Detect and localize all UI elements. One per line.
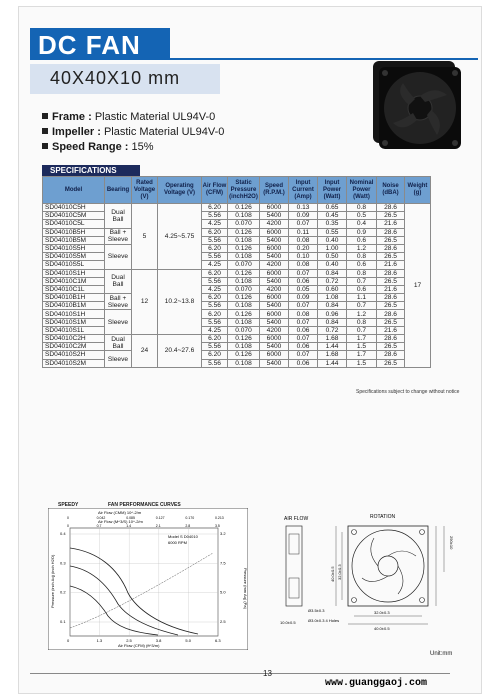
table-cell: 1.68 (318, 335, 347, 343)
table-cell: 0.10 (289, 253, 318, 261)
table-cell: 0.108 (228, 318, 260, 326)
table-cell: 0.96 (318, 310, 347, 318)
table-row (43, 228, 431, 236)
front-view-frame (348, 526, 428, 606)
table-cell: 0.6 (347, 236, 377, 244)
spec-list (42, 110, 224, 155)
table-cell: Sleeve (105, 351, 132, 367)
table-cell: 0.07 (289, 351, 318, 359)
top-tick-label: 2.8 (185, 524, 191, 528)
x-tick-label: 1.3 (96, 638, 103, 643)
table-cell: 24 (132, 335, 158, 368)
table-row (43, 351, 431, 359)
table-cell: 0.40 (318, 236, 347, 244)
column-header: Input Power (Watt) (318, 177, 347, 204)
table-cell: 5.56 (202, 236, 228, 244)
top-tick-label: 2.1 (155, 524, 161, 528)
table-cell: 4.25 (202, 261, 228, 269)
table-cell: 1.7 (347, 335, 377, 343)
side-view-slot (289, 534, 299, 554)
blade (371, 538, 378, 566)
table-cell: 0.126 (228, 351, 260, 359)
table-cell: 5.56 (202, 212, 228, 220)
table-cell: 28.6 (377, 335, 405, 343)
table-cell: SD04010B1M (43, 302, 105, 310)
table-cell: SD04010B5M (43, 236, 105, 244)
table-cell: 0.108 (228, 253, 260, 261)
table-cell: 6.20 (202, 335, 228, 343)
dim-40-horizontal: 40.0±0.5 (374, 626, 390, 631)
table-cell: 21.6 (377, 285, 405, 293)
table-cell: 1.1 (347, 294, 377, 302)
top-tick-label: 0.042 (96, 516, 106, 520)
table-cell: 5400 (260, 236, 289, 244)
table-cell: Sleeve (105, 244, 132, 269)
table-cell: SD04010C2H (43, 335, 105, 343)
table-cell: SD04010S2H (43, 351, 105, 359)
table-cell: 0.108 (228, 212, 260, 220)
top-axis-label-2: Air Flow (M^3/S) 10^-2/m (98, 519, 143, 524)
hub-circle (378, 556, 398, 576)
curve-title: FAN PERFORMANCE CURVES (108, 502, 181, 508)
table-cell: 5400 (260, 359, 289, 367)
table-cell: 6.20 (202, 269, 228, 277)
table-row (43, 285, 431, 293)
y-axis-label-left: Pressure (inch Aq) (inch H2O) (50, 554, 55, 608)
rotation-label: ROTATION (370, 514, 396, 520)
table-cell: 6000 (260, 310, 289, 318)
y-tick-label-right: 3.2 (220, 531, 226, 536)
air-flow-label: AIR FLOW (284, 516, 309, 522)
table-cell: 5400 (260, 302, 289, 310)
x-tick-label: 5.0 (185, 638, 191, 643)
table-cell: 1.2 (347, 244, 377, 252)
unit-label: Unit:mm (430, 651, 453, 657)
front-view-ring (352, 530, 424, 602)
dim-holes: Ø3.0±0.3 4 Holes (308, 618, 340, 623)
table-cell: SD04010C5L (43, 220, 105, 228)
table-cell: 5.56 (202, 318, 228, 326)
column-header: Nominal Power (Watt) (347, 177, 377, 204)
top-tick-label: 0.127 (155, 516, 165, 520)
table-cell: 0.9 (347, 228, 377, 236)
table-row (43, 335, 431, 343)
column-header: Noise (dBA) (377, 177, 405, 204)
table-cell: 0.08 (289, 310, 318, 318)
table-row (43, 277, 431, 285)
table-cell: 0.05 (289, 285, 318, 293)
table-cell: 1.68 (318, 351, 347, 359)
table-cell: 5.56 (202, 253, 228, 261)
footer-rule (30, 673, 450, 674)
table-cell: 5400 (260, 212, 289, 220)
table-cell: SD04010C5M (43, 212, 105, 220)
table-cell: 0.09 (289, 294, 318, 302)
table-cell: 26.5 (377, 277, 405, 285)
table-cell: 5.56 (202, 302, 228, 310)
table-cell: 26.5 (377, 318, 405, 326)
size-box (30, 64, 220, 94)
table-cell: 26.5 (377, 212, 405, 220)
table-cell: SD04010S2M (43, 359, 105, 367)
table-cell: SD04010S5H (43, 244, 105, 252)
spec-note: Specifications subject to change without notice (356, 389, 460, 395)
x-tick-label: 6.3 (215, 638, 221, 643)
specifications-heading: SPECIFICATIONS (42, 165, 140, 176)
table-cell: 0.8 (347, 318, 377, 326)
table-cell: 1.00 (318, 244, 347, 252)
table-cell: 4.25 (202, 285, 228, 293)
table-row (43, 253, 431, 261)
table-cell: 28.6 (377, 269, 405, 277)
table-cell: 6000 (260, 204, 289, 212)
table-cell: 6.20 (202, 294, 228, 302)
table-cell: 6.20 (202, 244, 228, 252)
table-cell: 6000 (260, 244, 289, 252)
table-cell: 0.06 (289, 343, 318, 351)
table-cell: SD04010S1H (43, 310, 105, 318)
table-cell: 0.07 (289, 318, 318, 326)
table-cell: 5400 (260, 343, 289, 351)
column-header: Weight (g) (405, 177, 431, 204)
top-tick-label: 0.213 (215, 516, 224, 520)
table-cell: 0.6 (347, 261, 377, 269)
table-cell: 6.20 (202, 310, 228, 318)
table-cell: SD04010C1M (43, 277, 105, 285)
table-cell: Sleeve (105, 310, 132, 335)
table-cell: 6000 (260, 351, 289, 359)
y-tick-label-right: 7.5 (220, 560, 226, 566)
column-header: Static Pressure (inchH2O) (228, 177, 260, 204)
table-cell: 21.6 (377, 220, 405, 228)
table-cell: 0.126 (228, 294, 260, 302)
table-cell: 4200 (260, 261, 289, 269)
table-cell: 1.44 (318, 359, 347, 367)
page-title: DC FAN (38, 30, 141, 60)
table-cell: 0.126 (228, 335, 260, 343)
table-cell: 0.7 (347, 302, 377, 310)
table-cell: 0.6 (347, 285, 377, 293)
top-tick-label: 0.170 (185, 516, 195, 520)
table-cell: 0.35 (318, 220, 347, 228)
top-tick-label: 0 (67, 516, 69, 520)
mount-hole (352, 530, 357, 535)
table-cell: 21.6 (377, 261, 405, 269)
spec-frame: Frame : Plastic Material UL94V-0 (42, 110, 224, 125)
table-cell: 0.11 (289, 228, 318, 236)
table-cell: 0.070 (228, 285, 260, 293)
side-view-slot (289, 578, 299, 598)
table-cell: 0.126 (228, 310, 260, 318)
side-view (286, 526, 302, 606)
table-cell: 28.6 (377, 228, 405, 236)
y-tick-label-right: 5.0 (220, 589, 226, 595)
table-row (43, 261, 431, 269)
table-cell: 0.07 (289, 302, 318, 310)
table-cell: 0.13 (289, 204, 318, 212)
table-cell: 0.8 (347, 253, 377, 261)
table-cell: 26.5 (377, 253, 405, 261)
table-cell: Ball + Sleeve (105, 294, 132, 310)
top-tick-label: 3.5 (215, 524, 220, 528)
table-cell: 4.25 (202, 326, 228, 334)
table-cell: 28.6 (377, 351, 405, 359)
table-cell: 0.72 (318, 277, 347, 285)
table-cell: SD04010B1H (43, 294, 105, 302)
x-tick-label: 2.5 (126, 638, 132, 643)
mount-hole (352, 598, 357, 603)
table-cell: SD04010S1L (43, 326, 105, 334)
y-tick-label-right: 2.5 (220, 619, 226, 624)
table-cell: 6000 (260, 294, 289, 302)
table-cell: 4200 (260, 220, 289, 228)
table-cell: SD04010C2M (43, 343, 105, 351)
table-cell: 6000 (260, 335, 289, 343)
table-cell: 20.4~27.6 (158, 335, 202, 368)
table-cell: 0.09 (289, 212, 318, 220)
rpm-label: 6000 RPM (168, 540, 187, 545)
y-tick-label-left: 0.2 (60, 589, 66, 595)
table-cell: 5400 (260, 253, 289, 261)
table-cell: 0.126 (228, 244, 260, 252)
table-cell: 0.40 (318, 261, 347, 269)
table-cell: 0.45 (318, 212, 347, 220)
column-header: Speed (R.P.M.) (260, 177, 289, 204)
table-cell: Dual Ball (105, 269, 132, 294)
dimension-drawing (278, 512, 464, 650)
table-cell: 1.44 (318, 343, 347, 351)
table-cell: 6000 (260, 269, 289, 277)
fan-photo (365, 55, 465, 155)
bullet-icon (42, 128, 48, 134)
table-cell: 28.6 (377, 294, 405, 302)
table-cell: 0.7 (347, 277, 377, 285)
x-tick-label: 0 (67, 638, 70, 643)
table-cell: 0.55 (318, 228, 347, 236)
table-cell: 0.126 (228, 269, 260, 277)
column-header: Air Flow (CFM) (202, 177, 228, 204)
table-row (43, 343, 431, 351)
table-cell: 6.20 (202, 228, 228, 236)
table-cell: 21.6 (377, 326, 405, 334)
top-axis-label-1: Air Flow (CMM) 10^-2/m (98, 510, 142, 515)
table-cell: SD04010S1H (43, 269, 105, 277)
table-row (43, 244, 431, 252)
page-number: 13 (263, 669, 272, 678)
mount-hole (420, 598, 425, 603)
column-header: Operating Voltage (V) (158, 177, 202, 204)
mount-hole (420, 530, 425, 535)
performance-curve-chart (48, 508, 248, 650)
table-cell: 6.20 (202, 204, 228, 212)
dim-hole-35: Ø3.5±0.3 (308, 608, 325, 613)
table-cell: 6.20 (202, 351, 228, 359)
table-cell: 0.108 (228, 359, 260, 367)
table-cell: 0.8 (347, 269, 377, 277)
table-cell: SD04010S5L (43, 261, 105, 269)
dim-32-vertical: 32.0±0.3 (337, 564, 342, 580)
table-cell: 0.07 (289, 220, 318, 228)
table-cell: 1.08 (318, 294, 347, 302)
top-tick-label: 0 (67, 524, 69, 528)
table-cell: 5400 (260, 277, 289, 285)
table-cell: 1.2 (347, 310, 377, 318)
table-cell: 0.84 (318, 269, 347, 277)
table-row (43, 310, 431, 318)
table-cell: 0.72 (318, 326, 347, 334)
table-row (43, 212, 431, 220)
table-cell: SD04010S1M (43, 318, 105, 326)
table-cell: 0.126 (228, 228, 260, 236)
table-row (43, 302, 431, 310)
table-cell: 12 (132, 269, 158, 335)
table-cell: 5.56 (202, 343, 228, 351)
table-cell: SD04010B5H (43, 228, 105, 236)
spec-impeller: Impeller : Plastic Material UL94V-0 (42, 125, 224, 140)
y-tick-label-left: 0.4 (60, 531, 66, 536)
table-cell: 26.5 (377, 359, 405, 367)
table-row (43, 269, 431, 277)
table-row (43, 236, 431, 244)
specifications-table (42, 176, 431, 368)
table-cell: 5 (132, 204, 158, 270)
blade (362, 576, 388, 582)
table-cell: 0.06 (289, 326, 318, 334)
bullet-icon (42, 113, 48, 119)
table-cell: 0.20 (289, 244, 318, 252)
y-tick-label-left: 0.1 (60, 619, 66, 624)
table-cell: 1.5 (347, 343, 377, 351)
table-cell: 4.25 (202, 220, 228, 228)
table-cell: 28.6 (377, 244, 405, 252)
table-cell: 28.6 (377, 310, 405, 318)
table-cell: 0.06 (289, 277, 318, 285)
table-cell: 5.56 (202, 277, 228, 285)
table-cell: SD04010C5H (43, 204, 105, 212)
table-cell: SD04010C1L (43, 285, 105, 293)
table-header-row (43, 177, 431, 204)
column-header: Model (43, 177, 105, 204)
table-cell: 0.108 (228, 343, 260, 351)
table-cell: 0.60 (318, 285, 347, 293)
table-cell: 0.07 (289, 269, 318, 277)
table-cell: 26.5 (377, 302, 405, 310)
table-cell: 0.84 (318, 318, 347, 326)
table-cell: 0.126 (228, 204, 260, 212)
blade (388, 551, 416, 556)
table-cell: 4200 (260, 285, 289, 293)
bullet-icon (42, 143, 48, 149)
dim-40-vertical: 40.0±0.5 (330, 566, 335, 582)
x-axis-label: Air Flow (CFM) (ft^3/m) (118, 643, 160, 648)
table-cell: 0.108 (228, 302, 260, 310)
table-cell: 0.08 (289, 261, 318, 269)
table-cell: 4.25~5.75 (158, 204, 202, 270)
table-cell: 0.070 (228, 261, 260, 269)
top-tick-label: 0.7 (96, 524, 102, 528)
table-row (43, 294, 431, 302)
table-cell: 26.5 (377, 236, 405, 244)
blade (398, 566, 403, 594)
model-label: Model S D04010 (168, 534, 198, 539)
table-cell: 1.7 (347, 351, 377, 359)
title-banner (30, 28, 170, 60)
table-cell: 6000 (260, 228, 289, 236)
dim-32-horizontal: 32.0±0.3 (374, 610, 390, 615)
table-row (43, 326, 431, 334)
table-cell: 1.5 (347, 359, 377, 367)
table-cell: 0.07 (289, 335, 318, 343)
column-header: Bearing (105, 177, 132, 204)
x-tick-label: 3.8 (155, 638, 162, 643)
table-cell: SD04010S5M (43, 253, 105, 261)
table-cell: 5.56 (202, 359, 228, 367)
y-tick-label-left: 0.3 (60, 560, 66, 566)
dim-10: 10.0±0.5 (280, 620, 296, 625)
table-cell: 0.108 (228, 236, 260, 244)
table-row (43, 204, 431, 212)
top-tick-label: 1.4 (126, 524, 132, 528)
table-row (43, 220, 431, 228)
website-watermark: www.guanggaoj.com (325, 678, 428, 689)
table-cell: Ball + Sleeve (105, 228, 132, 244)
table-cell: 4200 (260, 326, 289, 334)
table-row (43, 359, 431, 367)
table-cell: 0.84 (318, 302, 347, 310)
table-cell: 0.7 (347, 326, 377, 334)
table-cell: 0.070 (228, 326, 260, 334)
spec-speed-range: Speed Range : 15% (42, 140, 224, 155)
table-cell: Dual Ball (105, 335, 132, 351)
table-cell: Dual Ball (105, 204, 132, 229)
dim-290: 290±10 (449, 536, 454, 550)
table-cell: 0.070 (228, 220, 260, 228)
table-cell: 17 (405, 204, 431, 368)
table-cell: 5400 (260, 318, 289, 326)
table-cell: 0.08 (289, 236, 318, 244)
table-cell: 26.5 (377, 343, 405, 351)
top-tick-label: 0.085 (126, 516, 135, 520)
y-axis-label-right: Pressure (mm Aq) (Pa) (243, 568, 248, 609)
table-cell: 0.108 (228, 277, 260, 285)
column-header: Rated Voltage (V) (132, 177, 158, 204)
fan-size: 40X40X10 mm (50, 68, 181, 88)
table-cell: 0.8 (347, 204, 377, 212)
table-row (43, 318, 431, 326)
curve-brand: SPEEDY (58, 502, 79, 508)
table-cell: 0.5 (347, 212, 377, 220)
table-cell: 0.4 (347, 220, 377, 228)
table-cell: 28.6 (377, 204, 405, 212)
column-header: Input Current (Amp) (289, 177, 318, 204)
table-cell: 10.2~13.8 (158, 269, 202, 335)
table-cell: 0.65 (318, 204, 347, 212)
table-cell: 0.06 (289, 359, 318, 367)
table-cell: 0.50 (318, 253, 347, 261)
